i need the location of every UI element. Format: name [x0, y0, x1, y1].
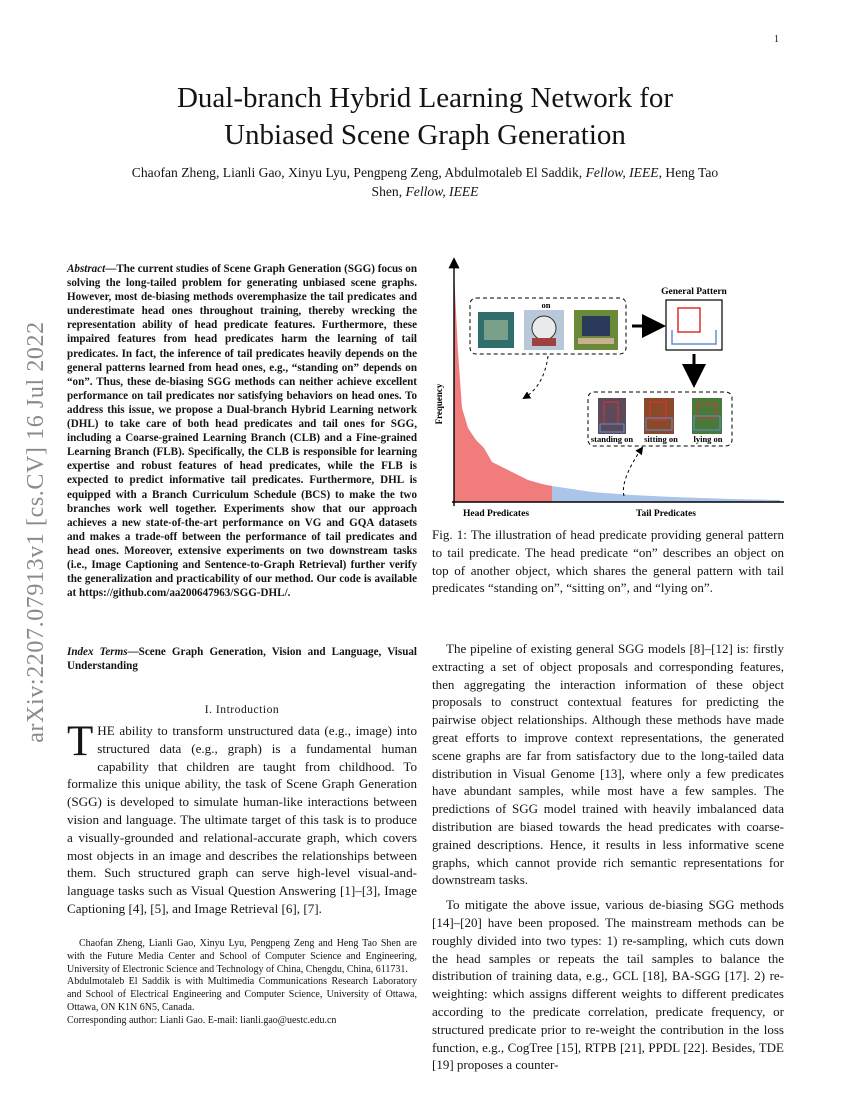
footnote-affiliation-2: Abdulmotaleb El Saddik is with Multimedia Communications Research Laboratory and School of Electrical Engineering and Computer Science, University of Ottawa, Ottawa, ON K1N 6N5, Canada.: [67, 976, 417, 1013]
figure-1-diagram: [432, 252, 788, 526]
tail-distribution-area: [552, 486, 780, 502]
standing-on-label: standing on: [590, 434, 634, 444]
paper-title: [60, 80, 790, 154]
fellow-label-2: Fellow, IEEE: [405, 184, 479, 199]
figure-1: [432, 252, 788, 526]
index-terms-text: —Scene Graph Generation, Vision and Language, Visual Understanding: [67, 646, 418, 673]
intro-dropcap: T: [67, 718, 94, 765]
figure-caption: Fig. 1: The illustration of head predicate providing general pattern to tail predicate. The head predicate “on” describes an object on top of another object, which shares the general pattern with tail predicates “standing on”, “sitting on”, and “lying on”.: [432, 527, 784, 596]
intro-text: HE ability to transform unstructured data (e.g., image) into structured data (e.g., graph) is a fundamental human capability that children are taught from childhood. To formalize this unique ability, the task of Scene Graph Generation (SGG) is developed to simulate human-like interactions between vision and language. The ultimate target of this task is to produce a visually-grounded and relational-accurate graph, which covers most objects in an image and describes the relationships between them. Such structured graph can serve high-level visual-and-language tasks such as Visual Question Answering [1]–[3], Image Captioning [4], [5], and Image Retrieval [6], [7].: [67, 723, 417, 916]
right-column-body: [432, 640, 784, 1074]
lying-on-label: lying on: [693, 434, 723, 444]
authors-line-1: [60, 163, 790, 182]
authors-names-1b: , Heng Tao: [658, 165, 719, 180]
abstract-text: —The current studies of Scene Graph Generation (SGG) focus on solving the long-tailed problem for generating unbiased scene graphs. However, most de-biasing methods overemphasize the tail predicates and underestimate head ones throughout training, thereby wrecking the representation ability of head predicate features. Furthermore, these impaired features from head predicates harm the learning of tail predicates. In fact, the inference of tail predicates heavily depends on the general patterns learned from head ones, e.g., “standing on” depends on “on”. Thus, these de-biasing SGG methods can neither achieve excellent performance on tail predicates nor satisfying behaviors on head ones. To address this issue, we propose a Dual-branch Hybrid Learning network (DHL) to take care of both head predicates and tail ones for SGG, including a Coarse-grained Learning Branch (CLB) and a Fine-grained Learning Branch (FLB). Specifically, the CLB is responsible for learning expertise and robust features of head predicates, while the FLB is expected to predict informative tail predicates. Furthermore, DHL is equipped with a Branch Curriculum Schedule (BCS) to make the two branches work well together. Experiments show that our approach achieves a new state-of-the-art performance on VG and GQA datasets and makes a trade-off between the performance of tail predicates and head ones. Moreover, extensive experiments on two downstream tasks (i.e., Image Captioning and Sentence-to-Graph Retrieval) further verify the generalization and practicability of our method. Our code is available at https://github.com/aa200647963/SGG-DHL/.: [67, 263, 417, 600]
general-pattern-label: General Pattern: [661, 287, 727, 297]
footnote-corresponding: Corresponding author: Lianli Gao. E-mail: lianli.gao@uestc.edu.cn: [67, 1014, 337, 1026]
y-axis-label: Frequency: [434, 383, 444, 425]
author-list: [60, 163, 790, 201]
authors-line-2: [60, 182, 790, 201]
tail-dashed-link: [623, 448, 642, 496]
sitting-on-image: [644, 398, 674, 434]
arxiv-stamp: arXiv:2207.07913v1 [cs.CV] 16 Jul 2022: [23, 321, 49, 743]
authors-names-1: Chaofan Zheng, Lianli Gao, Xinyu Lyu, Pengpeng Zeng, Abdulmotaleb El Saddik,: [131, 165, 586, 180]
intro-paragraph: [67, 718, 417, 918]
section-heading: I. Introduction: [204, 703, 280, 716]
body-paragraph-2: To mitigate the above issue, various de-biasing SGG methods [14]–[20] have been proposed. The mainstream methods can be roughly divided into two types: 1) re-sampling, which cuts down the head samples or repeats the tail samples to balance the distribution of training data, e.g., GCL [18], BA-SGG [17]. 2) re-weighting: which assigns different weights to different predicates according to the predicate correlation, predicate frequency, or structured predicate prior to re-weight the contribution in the loss function, e.g., CogTree [15], RTPB [21], PPDL [22]. Besides, TDE [19] proposes a counter-: [432, 897, 784, 1073]
title-line-2: Unbiased Scene Graph Generation: [224, 119, 626, 151]
standing-on-image: [598, 398, 626, 434]
authors-names-2: Shen,: [371, 184, 406, 199]
head-predicates-label: Head Predicates: [462, 509, 530, 519]
sitting-on-label: sitting on: [644, 434, 678, 444]
page-number: 1: [774, 34, 779, 45]
index-terms-lead: Index Terms: [67, 646, 128, 658]
body-paragraph-1: The pipeline of existing general SGG models [8]–[12] is: firstly extracting a set of object proposals and corresponding features, then aggregating the interaction information of these object proposals to construct contextual features for predicting the pairwise object relationships. Although these methods have made great efforts to improve context representations, the generated scene graphs are far from satisfactory due to the long-tailed data distribution in Visual Genome [13], where only a few predicates have abundant samples, while most have a few samples. The predictions of SGG model trained with heavily imbalanced data distribution are biased towards the head predicates with coarse-grained descriptions. Hence, it results in less informative scene graphs, which cannot provide rich semantic representations for downstream tasks.: [432, 641, 784, 888]
on-label: on: [541, 300, 551, 310]
tail-predicates-label: Tail Predicates: [636, 509, 696, 519]
abstract-lead: Abstract: [67, 263, 106, 275]
abstract: [67, 262, 417, 600]
head-dashed-link: [524, 356, 548, 398]
title-line-1: Dual-branch Hybrid Learning Network for: [176, 82, 674, 114]
fellow-label-1: Fellow, IEEE: [585, 165, 659, 180]
footnote-affiliation-1: Chaofan Zheng, Lianli Gao, Xinyu Lyu, Pengpeng Zeng and Heng Tao Shen are with the Future Media Center and School of Computer Science and Engineering, University of Electronic Science and Technology of China, Chengdu, China, 611731.: [67, 938, 417, 975]
author-footnote: [67, 938, 417, 1028]
index-terms: [67, 645, 417, 673]
